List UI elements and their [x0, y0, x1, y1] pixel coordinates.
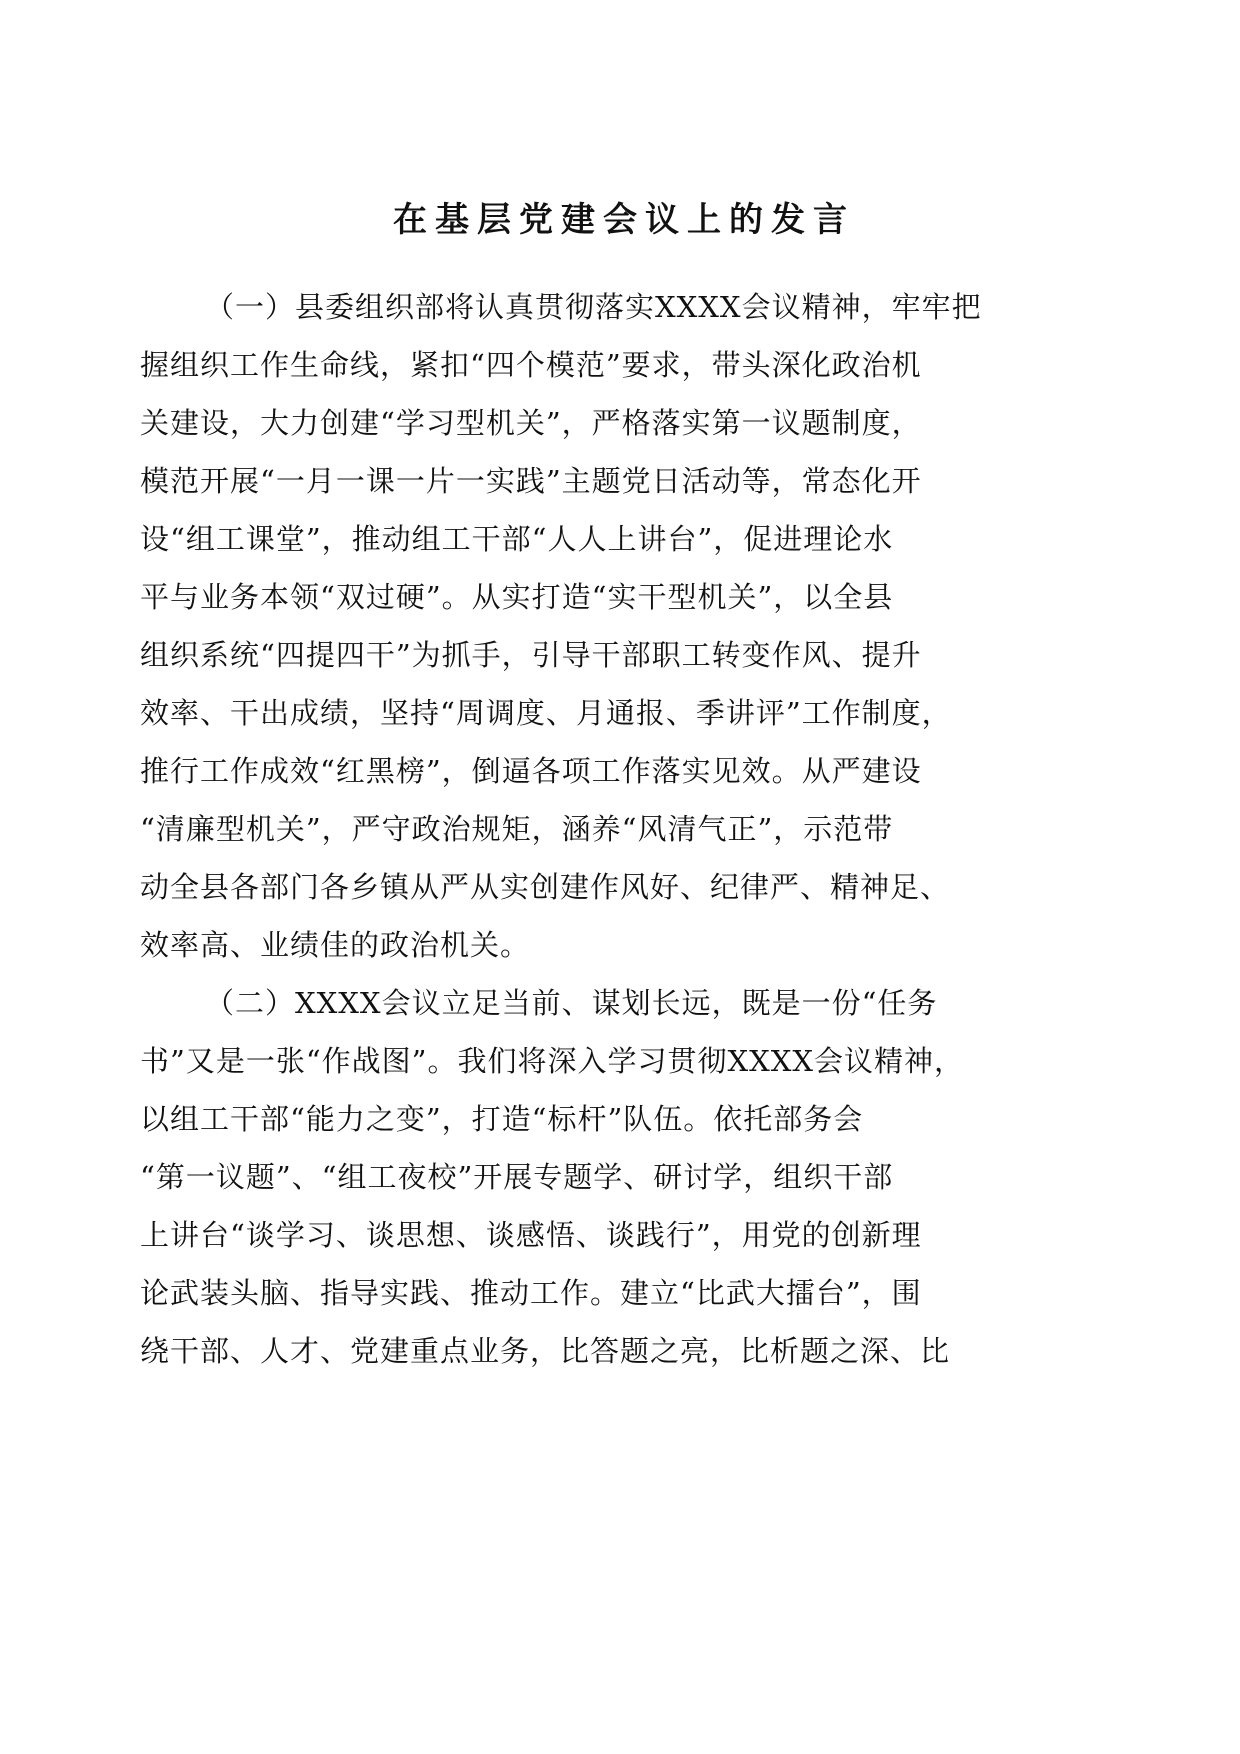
paragraph-line: 以组工干部“能力之变”，打造“标杆”队伍。依托部务会: [140, 1102, 864, 1136]
paragraph-line: 动全县各部门各乡镇从严从实创建作风好、纪律严、精神足、: [140, 870, 951, 904]
paragraph-line: 书”又是一张“作战图”。我们将深入学习贯彻XXXX会议精神，: [140, 1044, 965, 1078]
paragraph-line: 推行工作成效“红黑榜”，倒逼各项工作落实见效。从严建设: [140, 754, 922, 788]
paragraph-line: 模范开展“一月一课一片一实践”主题党日活动等，常态化开: [140, 464, 922, 498]
paragraph-line: （二）XXXX会议立足当前、谋划长远，既是一份“任务: [205, 986, 938, 1020]
paragraph-line: 组织系统“四提四干”为抓手，引导干部职工转变作风、提升: [140, 638, 922, 672]
paragraph-line: 效率、干出成绩，坚持“周调度、月通报、季讲评”工作制度，: [140, 696, 952, 730]
paragraph-line: 效率高、业绩佳的政治机关。: [140, 928, 531, 962]
paragraph-line: 论武装头脑、指导实践、推动工作。建立“比武大擂台”，围: [140, 1276, 922, 1310]
paragraph-line: “清廉型机关”，严守政治规矩，涵养“风清气正”，示范带: [140, 812, 894, 846]
paragraph-2: [140, 974, 1100, 1380]
paragraph-line: 上讲台“谈学习、谈思想、谈感悟、谈践行”，用党的创新理: [140, 1218, 922, 1252]
paragraph-line: 握组织工作生命线，紧扣“四个模范”要求，带头深化政治机: [140, 348, 922, 382]
paragraph-line: （一）县委组织部将认真贯彻落实XXXX会议精神，牢牢把: [205, 290, 982, 324]
paragraph-line: 关建设，大力创建“学习型机关”，严格落实第一议题制度，: [140, 406, 922, 440]
paragraph-line: 设“组工课堂”，推动组工干部“人人上讲台”，促进理论水: [140, 522, 894, 556]
paragraph-line: “第一议题”、“组工夜校”开展专题学、研讨学，组织干部: [140, 1160, 894, 1194]
paragraph-line: 绕干部、人才、党建重点业务，比答题之亮，比析题之深、比: [140, 1334, 951, 1368]
document-body: [140, 278, 1100, 1380]
paragraph-1: [140, 278, 1100, 974]
document-title: 在基层党建会议上的发言: [393, 200, 855, 240]
paragraph-line: 平与业务本领“双过硬”。从实打造“实干型机关”，以全县: [140, 580, 894, 614]
